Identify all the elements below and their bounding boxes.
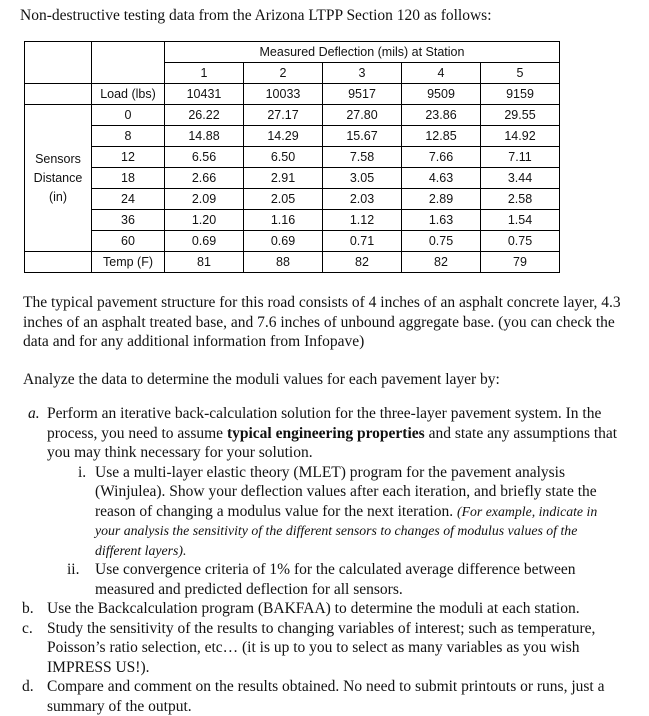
item-text: Use the Backcalculation program (BAKFAA) to determine the moduli at each station. <box>47 600 580 617</box>
load-value: 9159 <box>481 84 560 105</box>
deflection-value: 29.55 <box>481 105 560 126</box>
item-marker: c. <box>22 619 33 637</box>
table-empty-cell <box>25 84 92 105</box>
station-header: 3 <box>323 63 402 84</box>
analyze-paragraph: Analyze the data to determine the moduli values for each pavement layer by: <box>23 371 500 388</box>
deflection-value: 7.58 <box>323 147 402 168</box>
table-row <box>25 189 560 210</box>
item-marker: b. <box>22 600 34 617</box>
table-temp-row <box>25 252 560 273</box>
deflection-value: 2.03 <box>323 189 402 210</box>
station-header: 2 <box>244 63 323 84</box>
deflection-value: 1.16 <box>244 210 323 231</box>
table-station-row <box>25 63 560 84</box>
load-label: Load (lbs) <box>92 84 165 105</box>
load-value: 10033 <box>244 84 323 105</box>
deflection-value: 12.85 <box>402 126 481 147</box>
deflection-value: 15.67 <box>323 126 402 147</box>
table-corner-cell <box>25 42 92 63</box>
sensor-distance: 60 <box>92 231 165 252</box>
item-text: and state any assumptions that you may think necessary for your solution. <box>47 424 618 461</box>
deflection-value: 1.54 <box>481 210 560 231</box>
item-italic-text: (For example, indicate in your analysis the sensitivity of the different sensors to changes of modulus values of the different layers). <box>95 503 598 558</box>
deflection-value: 6.50 <box>244 147 323 168</box>
deflection-value: 2.09 <box>165 189 244 210</box>
deflection-value: 1.20 <box>165 210 244 231</box>
deflection-value: 14.92 <box>481 126 560 147</box>
deflection-value: 2.58 <box>481 189 560 210</box>
intro-text: Non-destructive testing data from the Arizona LTPP Section 120 as follows: <box>20 7 492 24</box>
deflection-value: 2.91 <box>244 168 323 189</box>
table-row <box>25 168 560 189</box>
deflection-value: 23.86 <box>402 105 481 126</box>
task-list <box>22 404 622 716</box>
list-item <box>22 404 622 463</box>
item-text: Study the sensitivity of the results to changing variables of interest; such as temperature, Poisson’s ratio selection, etc… (it is up to you to select as many variables as you wish IMPRESS US!). <box>47 619 596 676</box>
table-load-row <box>25 84 560 105</box>
list-item <box>22 599 622 619</box>
item-marker: i. <box>78 463 87 481</box>
pavement-structure-paragraph: The typical pavement structure for this road consists of 4 inches of an asphalt concrete layer, 4.3 inches of an asphalt treated base, and 7.6 inches of unbound aggregate base. (you can check the data and for any additional information from Infopave) <box>23 294 621 350</box>
sensor-group-label-line: (in) <box>48 189 68 204</box>
item-text: Use a multi-layer elastic theory (MLET) program for the pavement analysis (Winjulea). Show your deflection values after each iteration, and briefly state the reason of changing a modulus value for the next iteration. <box>95 463 597 520</box>
list-item <box>22 560 622 599</box>
deflection-value: 6.56 <box>165 147 244 168</box>
temp-value: 88 <box>244 252 323 273</box>
sensor-distance: 12 <box>92 147 165 168</box>
item-marker: d. <box>22 678 34 695</box>
table-header-title: Measured Deflection (mils) at Station <box>165 42 560 63</box>
table-header-row <box>25 42 560 63</box>
list-item <box>22 463 622 561</box>
station-header: 1 <box>165 63 244 84</box>
sensor-distance: 18 <box>92 168 165 189</box>
table-empty-cell <box>25 252 92 273</box>
deflection-value: 27.17 <box>244 105 323 126</box>
deflection-value: 1.63 <box>402 210 481 231</box>
deflection-value: 27.80 <box>323 105 402 126</box>
item-text: Perform an iterative back-calculation solution for the three-layer pavement system. In the process, you need to assume <box>47 405 602 442</box>
table-row <box>25 105 560 126</box>
item-marker: ii. <box>67 561 80 578</box>
sensor-distance: 8 <box>92 126 165 147</box>
deflection-value: 14.88 <box>165 126 244 147</box>
list-item <box>22 677 622 716</box>
load-value: 9517 <box>323 84 402 105</box>
station-header: 5 <box>481 63 560 84</box>
deflection-value: 4.63 <box>402 168 481 189</box>
table-row <box>25 231 560 252</box>
deflection-value: 0.75 <box>481 231 560 252</box>
deflection-value: 3.05 <box>323 168 402 189</box>
deflection-value: 7.11 <box>481 147 560 168</box>
deflection-table <box>24 41 560 273</box>
deflection-value: 7.66 <box>402 147 481 168</box>
deflection-value: 0.71 <box>323 231 402 252</box>
deflection-value: 0.69 <box>244 231 323 252</box>
deflection-value: 2.05 <box>244 189 323 210</box>
deflection-value: 0.75 <box>402 231 481 252</box>
table-corner-cell <box>92 42 165 63</box>
list-item <box>22 619 622 678</box>
station-header: 4 <box>402 63 481 84</box>
load-value: 9509 <box>402 84 481 105</box>
table-row <box>25 210 560 231</box>
table-row <box>25 126 560 147</box>
sensor-group-label <box>25 105 92 252</box>
deflection-value: 2.66 <box>165 168 244 189</box>
item-text: Compare and comment on the results obtained. No need to submit printouts or runs, just a summary of the output. <box>47 678 605 715</box>
sensor-distance: 0 <box>92 105 165 126</box>
deflection-value: 26.22 <box>165 105 244 126</box>
item-marker: a. <box>28 405 40 422</box>
temp-label: Temp (F) <box>92 252 165 273</box>
deflection-value: 3.44 <box>481 168 560 189</box>
temp-value: 82 <box>323 252 402 273</box>
deflection-value: 0.69 <box>165 231 244 252</box>
item-bold-text: typical engineering properties <box>226 424 425 442</box>
temp-value: 79 <box>481 252 560 273</box>
item-text: Use convergence criteria of 1% for the calculated average difference between measured and predicted deflection for all sensors. <box>95 561 576 598</box>
deflection-value: 2.89 <box>402 189 481 210</box>
deflection-value: 14.29 <box>244 126 323 147</box>
sensor-distance: 24 <box>92 189 165 210</box>
load-value: 10431 <box>165 84 244 105</box>
temp-value: 81 <box>165 252 244 273</box>
sensor-distance: 36 <box>92 210 165 231</box>
table-row <box>25 147 560 168</box>
table-empty-cell <box>92 63 165 84</box>
table-empty-cell <box>25 63 92 84</box>
sensor-group-label-line: Distance <box>33 170 83 185</box>
deflection-value: 1.12 <box>323 210 402 231</box>
sensor-group-label-line: Sensors <box>35 151 81 166</box>
temp-value: 82 <box>402 252 481 273</box>
